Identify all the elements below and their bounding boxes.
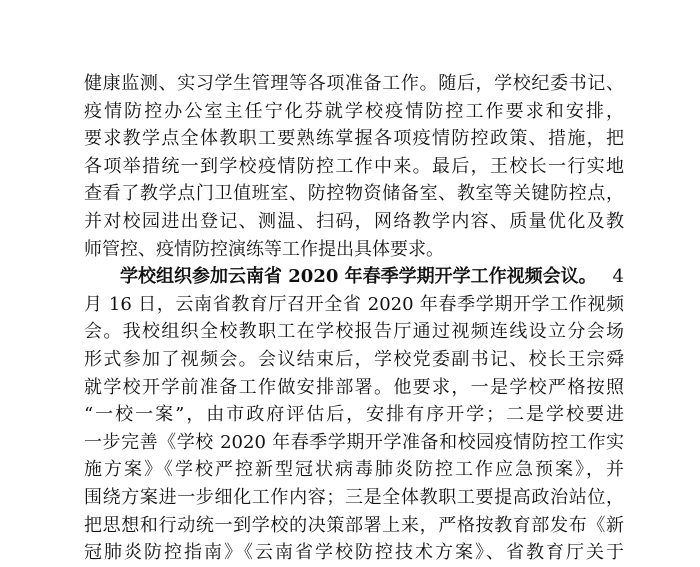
paragraph-line: 健康监测、实习学生管理等各项准备工作。随后，学校纪委书记、 (84, 73, 624, 94)
paragraph-line: 一步完善《学校 2020 年春季学期开学准备和校园疫情防控工作实 (84, 431, 624, 453)
paragraph-line: 围绕方案进一步细化工作内容；三是全体教职工要提高政治站位， (84, 486, 624, 508)
paragraph-heading: 学校组织参加云南省 2020 年春季学期开学工作视频会议。 (120, 266, 597, 288)
paragraph-line: 师管控、疫情防控演练等工作提出具体要求。 (84, 238, 444, 260)
paragraph-line: 各项举措统一到学校疫情防控工作中来。最后，王校长一行实地 (84, 155, 624, 177)
paragraph-line: 形式参加了视频会。会议结束后，学校党委副书记、校长王宗舜 (84, 348, 624, 370)
paragraph-1 (84, 70, 624, 263)
paragraph-line: 施方案》《学校严控新型冠状病毒肺炎防控工作应急预案》，并 (84, 459, 624, 481)
paragraph-line: “一校一案”，由市政府评估后，安排有序开学；二是学校要进 (84, 404, 624, 426)
paragraph-line: 会。我校组织全校教职工在学校报告厅通过视频连线设立分会场 (84, 321, 624, 343)
paragraph-line: 月 16 日，云南省教育厅召开全省 2020 年春季学期开学工作视频 (84, 293, 624, 315)
paragraph-line: 并对校园进出登记、测温、扫码，网络教学内容、质量优化及教 (84, 210, 624, 232)
paragraph-heading-line (84, 263, 624, 291)
paragraph-2 (84, 263, 624, 567)
paragraph-line: 把思想和行动统一到学校的决策部署上来，严格按教育部发布《新 (84, 514, 624, 536)
document-body (84, 70, 624, 567)
paragraph-heading-tail: 4 (612, 266, 624, 288)
paragraph-line: 就学校开学前准备工作做安排部署。他要求，一是学校严格按照 (84, 376, 624, 398)
paragraph-line: 查看了教学点门卫值班室、防控物资储备室、教室等关键防控点， (84, 183, 624, 205)
paragraph-line: 疫情防控办公室主任宁化芬就学校疫情防控工作要求和安排， (84, 100, 624, 122)
paragraph-line: 冠肺炎防控指南》《云南省学校防控技术方案》、省教育厅关于 (84, 542, 624, 564)
paragraph-line: 要求教学点全体教职工要熟练掌握各项疫情防控政策、措施，把 (84, 128, 624, 150)
